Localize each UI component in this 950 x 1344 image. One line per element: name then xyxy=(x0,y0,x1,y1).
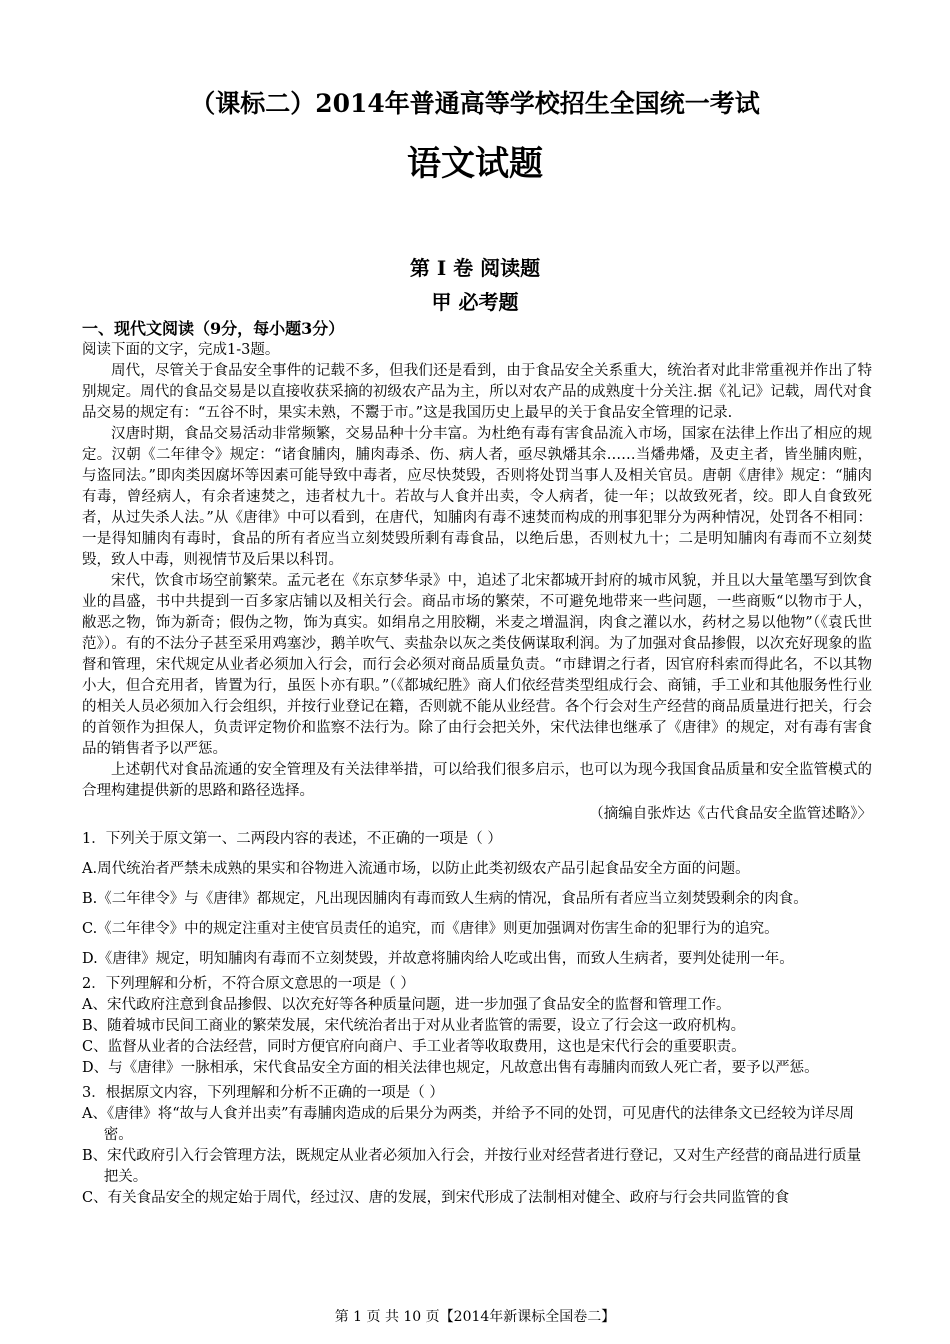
subject-title: 语文试题 xyxy=(407,144,543,184)
option-1a: A.周代统治者严禁未成熟的果实和谷物进入流通市场，以防止此类初级农产品引起食品安全方面的问题。 xyxy=(82,861,750,877)
source-citation: （摘编自张炸达《古代食品安全监管述略》〉 xyxy=(589,806,872,822)
option-1d: D.《唐律》规定，明知脯肉有毒而不立刻焚毁，并故意将脯肉给人吃或出售，而致人生病者，要判处徒刑一年。 xyxy=(82,951,794,967)
option-2a: A、宋代政府注意到食品掺假、以次充好等各种质量问题，进一步加强了食品安全的监督和管理工作。 xyxy=(82,997,731,1013)
instruction: 阅读下面的文字，完成1-3题。 xyxy=(82,342,280,358)
option-3a: A、《唐律》将“故与人食并出卖”有毒脯肉造成的后果分为两类，并给予不同的处罚，可见唐代的法律条文已经较为详尽周密。 xyxy=(82,1106,855,1143)
page-footer: 第 1 页 共 10 页【2014年新课标全国卷二】 xyxy=(334,1309,616,1325)
option-2b: B、随着城市民间工商业的繁荣发展，宋代统治者出于对从业者监管的需要，设立了行会这一政府机构。 xyxy=(82,1018,746,1034)
content xyxy=(82,318,872,1209)
question-stem: 1．下列关于原文第一、二两段内容的表述，不正确的一项是（ ） xyxy=(82,831,502,847)
option-3b: B、宋代政府引入行会管理方法，既规定从业者必须加入行会，并按行业对经营者进行登记，又对生产经营的商品进行质量把关。 xyxy=(82,1148,862,1185)
volume-subtitle: 甲 必考题 xyxy=(431,290,519,314)
option-2d: D、与《唐律》一脉相承，宋代食品安全方面的相关法律也规定，凡故意出售有毒脯肉而致人死亡者，要予以严惩。 xyxy=(82,1060,819,1076)
question-stem: 3．根据原文内容，下列理解和分析不正确的一项是（ ） xyxy=(82,1085,444,1101)
option-3c: C、有关食品安全的规定始于周代，经过汉、唐的发展，到宋代形成了法制相对健全、政府与行会共同监管的食 xyxy=(82,1190,790,1206)
section-heading: 一、现代文阅读（9分，每小题3分） xyxy=(82,319,345,338)
exam-title: （课标二）2014年普通高等学校招生全国统一考试 xyxy=(190,89,760,118)
paragraph: 宋代，饮食市场空前繁荣。孟元老在《东京梦华录》中，追述了北宋都城开封府的城市风貌，并且以大量笔墨写到饮食业的昌盛，书中共提到一百多家店铺以及相关行会。商品市场的繁荣，不可避免地带来一些问题，一些商贩“以物市于人，敝恶之物，饰为新奇；假伪之物，饰为真实。如绢帛之用胶糊，米麦之增温润，肉食之灌以水，药材之易以他物”（《袁氏世范》）。有的不法分子甚至采用鸡塞沙，鹅羊吹气、卖盐杂以灰之类伎俩谋取利润。为了加强对食品掺假，以次充好现象的监督和管理，宋代规定从业者必须加入行会，而行会必须对商品质量负责。“市肆谓之行者，因官府科索而得此名，不以其物小大，但合充用者，皆置为行，虽医卜亦有职。”（《都城纪胜》商人们依经营类型组成行会、商铺，手工业和其他服务性行业的相关人员必须加入行会组织，并按行业登记在籍，否则就不能从业经营。各个行会对生产经营的商品质量进行把关，行会的首领作为担保人，负责评定物价和监察不法行为。除了由行会把关外，宋代法律也继承了《唐律》的规定，对有毒有害食品的销售者予以严惩。 xyxy=(82,573,872,757)
question-stem: 2．下列理解和分析，不符合原文意思的一项是（ ） xyxy=(82,976,415,992)
option-1b: B.《二年律令》与《唐律》都规定，凡出现因脯肉有毒而致人生病的情况，食品所有者应当立刻焚毁剩余的肉食。 xyxy=(82,891,808,907)
paragraph: 上述朝代对食品流通的安全管理及有关法律举措，可以给我们很多启示，也可以为现今我国食品质量和安全监管模式的合理构建提供新的思路和路径选择。 xyxy=(82,762,872,799)
option-2c: C、监督从业者的合法经营，同时方便官府向商户、手工业者等收取费用，这也是宋代行会的重要职责。 xyxy=(82,1039,746,1055)
paragraph: 周代，尽管关于食品安全事件的记载不多，但我们还是看到，由于食品安全关系重大，统治者对此非常重视并作出了特别规定。周代的食品交易是以直接收获采摘的初级农产品为主，所以对农产品的成熟度十分关注.据《礼记》记载，周代对食品交易的规定有：“五谷不时，果实未熟，不鬻于市。”这是我国历史上最早的关于食品安全管理的记录. xyxy=(82,363,872,421)
option-1c: C.《二年律令》中的规定注重对主使官员责任的追究，而《唐律》则更加强调对伤害生命的犯罪行为的追究。 xyxy=(82,921,779,937)
paragraph: 汉唐时期，食品交易活动非常频繁，交易品种十分丰富。为杜绝有毒有害食品流入市场，国家在法律上作出了相应的规定。汉朝《二年律令》规定：“诸食脯肉，脯肉毒杀、伤、病人者，亟尽孰燔其余……当燔弗燔，及吏主者，皆坐脯肉赃，与盗同法。”即肉类因腐坏等因素可能导致中毒者，应尽快焚毁，否则将处罚当事人及相关官员。唐朝《唐律》规定：“脯肉有毒，曾经病人，有余者速焚之，违者杖九十。若故与人食并出卖，令人病者，徒一年；以故致死者，绞。即人自食致死者，从过失杀人法。”从《唐律》中可以看到，在唐代，知脯肉有毒不速焚而构成的刑事犯罪分为两种情况，处罚各不相同：一是得知脯肉有毒时，食品的所有者应当立刻焚毁所剩有毒食品，以绝后患，否则杖九十；二是明知脯肉有毒而不立刻焚毁，致人中毒，则视情节及后果以科罚。 xyxy=(82,426,872,568)
volume-title: 第 I 卷 阅读题 xyxy=(409,256,541,280)
